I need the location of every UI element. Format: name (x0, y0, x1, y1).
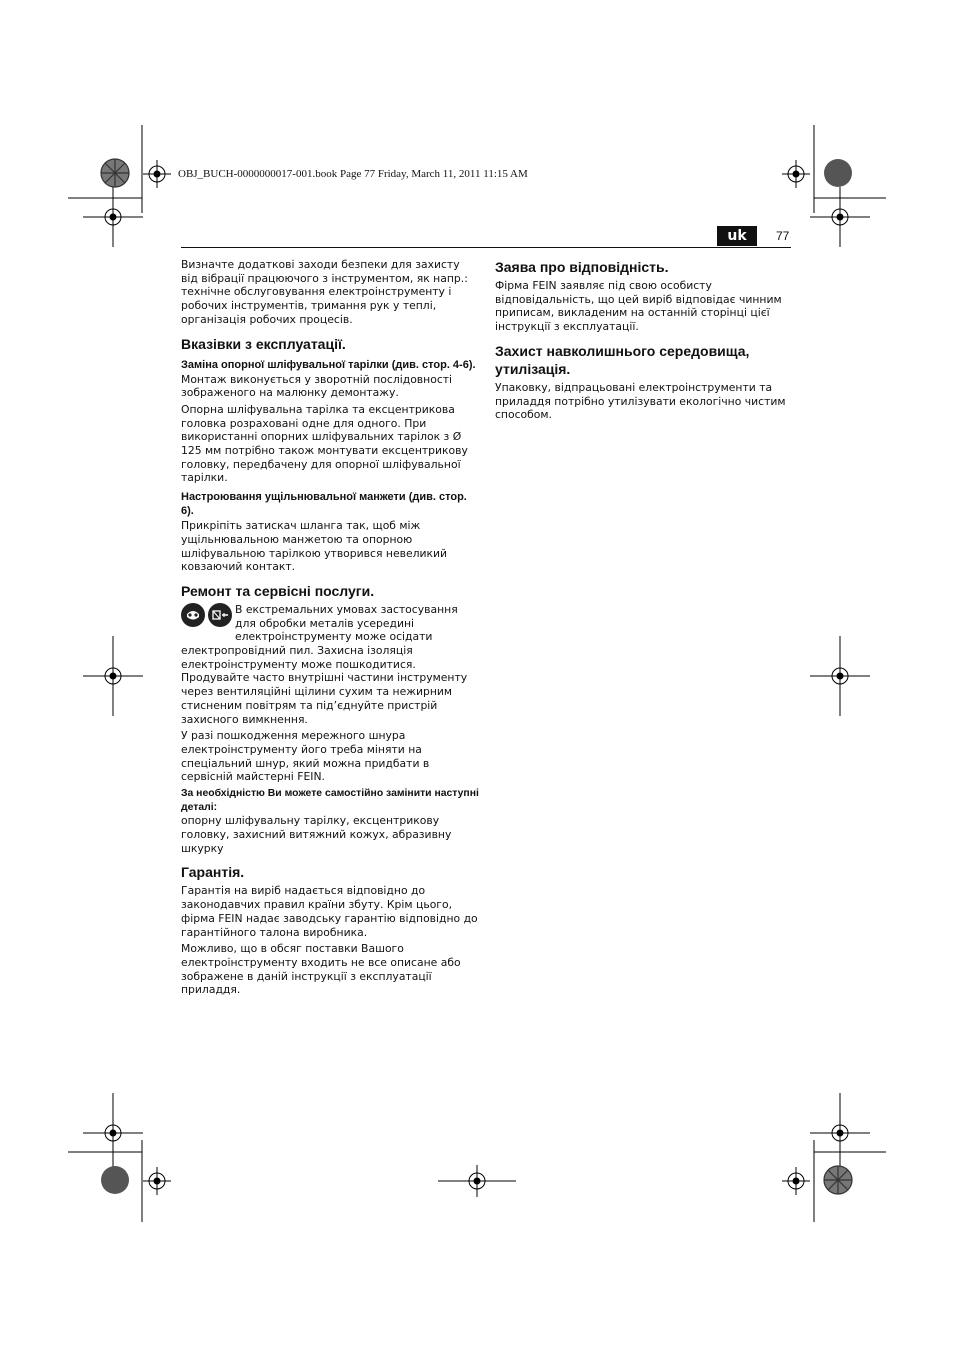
warranty-p1: Гарантія на виріб надається відповідно до законодавчих правил країни збуту. Крім цього, фірма FEIN надає заводську гарантію відповідно до гарантійного талона виробника. (181, 884, 478, 939)
right-column (495, 258, 793, 425)
unplug-icon (208, 603, 232, 627)
repair-p2: У разі пошкодження мережного шнура електроінструменту його треба міняти на спеціальний шнур, який можна придбати в сервісній майстерні FEIN. (181, 729, 430, 784)
replaceable-parts-list: опорну шліфувальну тарілку, ексцентрикову головку, захисний витяжний кожух, абразивну шкурку (181, 814, 452, 855)
registration-starburst (101, 159, 129, 187)
registration-crosshair (810, 187, 870, 247)
registration-crosshair (810, 1093, 870, 1173)
left-column (181, 258, 479, 1000)
registration-crosshair (143, 160, 171, 188)
instructions-heading: Вказівки з експлуатації. (181, 335, 346, 352)
page-number: 77 (776, 229, 790, 243)
book-slug-line: OBJ_BUCH-0000000017-001.book Page 77 Friday, March 11, 2011 11:15 AM (178, 168, 528, 180)
sealing-collar-heading: Настроювання ущільнювальної манжети (див. стор. 6). (181, 491, 467, 518)
repair-heading: Ремонт та сервісні послуги. (181, 582, 375, 599)
registration-crosshair (83, 1093, 143, 1173)
warranty-heading: Гарантія. (181, 864, 245, 881)
registration-starburst (824, 1166, 852, 1194)
registration-starburst (824, 159, 852, 187)
registration-crosshair (143, 1167, 171, 1195)
backing-pad-p1: Монтаж виконується у зворотній послідовності зображеного на малюнку демонтажу. (181, 372, 453, 400)
backing-pad-heading: Заміна опорної шліфувальної тарілки (див. стор. 4-6). (181, 358, 476, 371)
environment-heading: Захист навколишнього середовища, утилізація. (495, 342, 750, 377)
eye-protection-icon (181, 603, 205, 627)
safety-icons (181, 603, 233, 631)
vibration-intro: Визначте додаткові заходи безпеки для захисту від вібрації працюючого з інструментом, як напр.: технічне обслуговування електроінструменту і робочих інструментів, тримання рук у теплі, організація робочих процесів. (181, 258, 468, 326)
registration-crosshair (782, 160, 810, 188)
conformity-heading: Заява про відповідність. (495, 259, 669, 275)
repair-p1: В екстремальних умовах застосування для обробки металів усередині електроінструменту може осідати електропровідний пил. Захисна ізоляція електроінструменту може пошкодитися. Продувайте часто внутрішні частини інструменту через вентиляційні щілини сухим та нежирним стисненим повітрям та під’єднуйте пристрій захисного вимкнення. (181, 602, 468, 726)
header-rule (181, 247, 791, 248)
registration-crosshair (782, 1167, 810, 1195)
replaceable-parts-note: За необхідністю Ви можете самостійно замінити наступні деталі: (181, 788, 479, 813)
language-tab: uk (717, 226, 757, 246)
registration-crosshair (83, 636, 143, 716)
warranty-p2: Можливо, що в обсяг поставки Вашого електроінструменту входить не все описане або зображене в даній інструкції з експлуатації приладдя. (181, 942, 461, 997)
registration-crosshair (83, 187, 143, 247)
backing-pad-p2: Опорна шліфувальна тарілка та ексцентрикова головка розраховані одне для одного. При використанні опорних шліфувальних тарілок з Ø 125 мм потрібно також монтувати ексцентрикову головку, передбачену для опорної шліфувальної тарілки. (181, 402, 468, 485)
registration-crosshair (810, 636, 870, 716)
environment-p1: Упаковку, відпрацьовані електроінструменти та приладдя потрібно утилізувати екологічно чистим способом. (495, 380, 786, 422)
registration-crosshair (438, 1165, 516, 1197)
sealing-collar-p1: Прикріпіть затискач шланга так, щоб між ущільнювальною манжетою та опорною шліфувальною тарілкою утворився невеликий ковзаючий контакт. (181, 519, 448, 574)
conformity-p1: Фірма FEIN заявляє під свою особисту відповідальність, що цей виріб відповідає чинним приписам, викладеним на останній сторінці цієї інструкції з експлуатації. (495, 279, 782, 334)
registration-starburst (101, 1166, 129, 1194)
